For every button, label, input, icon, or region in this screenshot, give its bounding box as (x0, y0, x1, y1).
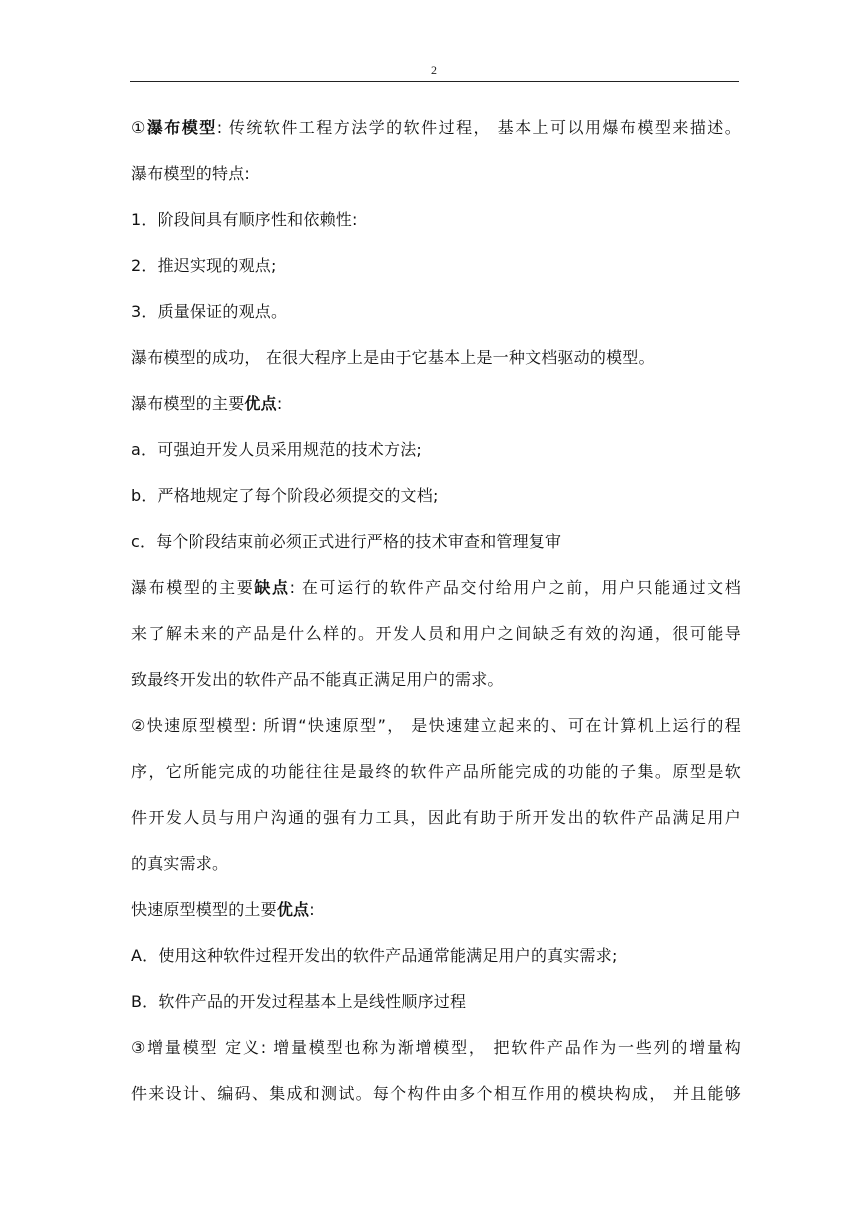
prototype-line-1: ②快速原型模型: 所谓“快速原型”， 是快速建立起来的、可在计算机上运行的程 (131, 716, 741, 735)
waterfall-success-line: 瀑布模型的成功， 在很大程序上是由于它基本上是一种文档驱动的模型。 (131, 348, 655, 367)
incremental-line-1: ③增量模型 定义: 增量模型也称为渐增模型， 把软件产品作为一些列的增量构 (131, 1038, 741, 1057)
prototype-line-3: 件开发人员与用户沟通的强有力工具，因此有助于所开发出的软件产品满足用户 (131, 808, 741, 827)
prototype-line-4: 的真实需求。 (131, 854, 229, 873)
incremental-line-2: 件来设计、编码、集成和测试。每个构件由多个相互作用的模块构成， 并且能够 (131, 1084, 741, 1103)
feature-item-3: 3．质量保证的观点。 (131, 302, 288, 321)
page-number: 2 (431, 63, 437, 77)
advantage-item-b: b．严格地规定了每个阶段必须提交的文档; (131, 486, 439, 505)
advantages-heading-lead: 瀑布模型的主要 (131, 394, 245, 413)
advantage-item-c: c．每个阶段结束前必须正式进行严格的技术审查和管理复审 (131, 532, 562, 551)
disadvantages-text: : 在可运行的软件产品交付给用户之前，用户只能通过文档 (289, 578, 741, 597)
waterfall-disadvantages-line-1 (131, 571, 741, 617)
prototype-advantages-lead: 快速原型模型的土要 (131, 900, 277, 919)
waterfall-intro-line (131, 111, 741, 157)
prototype-advantages-heading (131, 893, 741, 939)
waterfall-features-heading: 瀑布模型的特点: (131, 164, 250, 183)
waterfall-model-term: 瀑布模型 (146, 118, 217, 137)
waterfall-intro-text: : 传统软件工程方法学的软件过程， 基本上可以用爆布模型来描述。 (216, 118, 741, 137)
document-body (131, 111, 741, 1123)
advantages-term: 优点 (244, 394, 277, 413)
advantage-item-a: a．可强迫开发人员采用规范的技术方法; (131, 440, 422, 459)
disadvantages-term: 缺点 (254, 578, 290, 597)
feature-item-2: 2．推迟实现的观点; (131, 256, 277, 275)
waterfall-advantages-heading (131, 387, 741, 433)
advantages-heading-rest: : (276, 394, 283, 413)
waterfall-disadvantages-line-3: 致最终开发出的软件产品不能真正满足用户的需求。 (131, 670, 504, 689)
disadvantages-lead: 瀑布模型的主要 (131, 578, 255, 597)
prototype-advantage-item-b: B．软件产品的开发过程基本上是线性顺序过程 (131, 992, 467, 1011)
prototype-line-2: 序，它所能完成的功能往往是最终的软件产品所能完成的功能的子集。原型是软 (131, 762, 741, 781)
circled-number: ① (131, 118, 147, 137)
prototype-advantages-term: 优点 (276, 900, 310, 919)
prototype-advantages-rest: : (309, 900, 315, 919)
waterfall-disadvantages-line-2: 来了解未来的产品是什么样的。开发人员和用户之间缺乏有效的沟通，很可能导 (131, 624, 741, 643)
feature-item-1: 1．阶段间具有顺序性和依赖性: (131, 210, 358, 229)
header-rule (130, 81, 739, 82)
prototype-advantage-item-a: A．使用这种软件过程开发出的软件产品通常能满足用户的真实需求; (131, 946, 618, 965)
